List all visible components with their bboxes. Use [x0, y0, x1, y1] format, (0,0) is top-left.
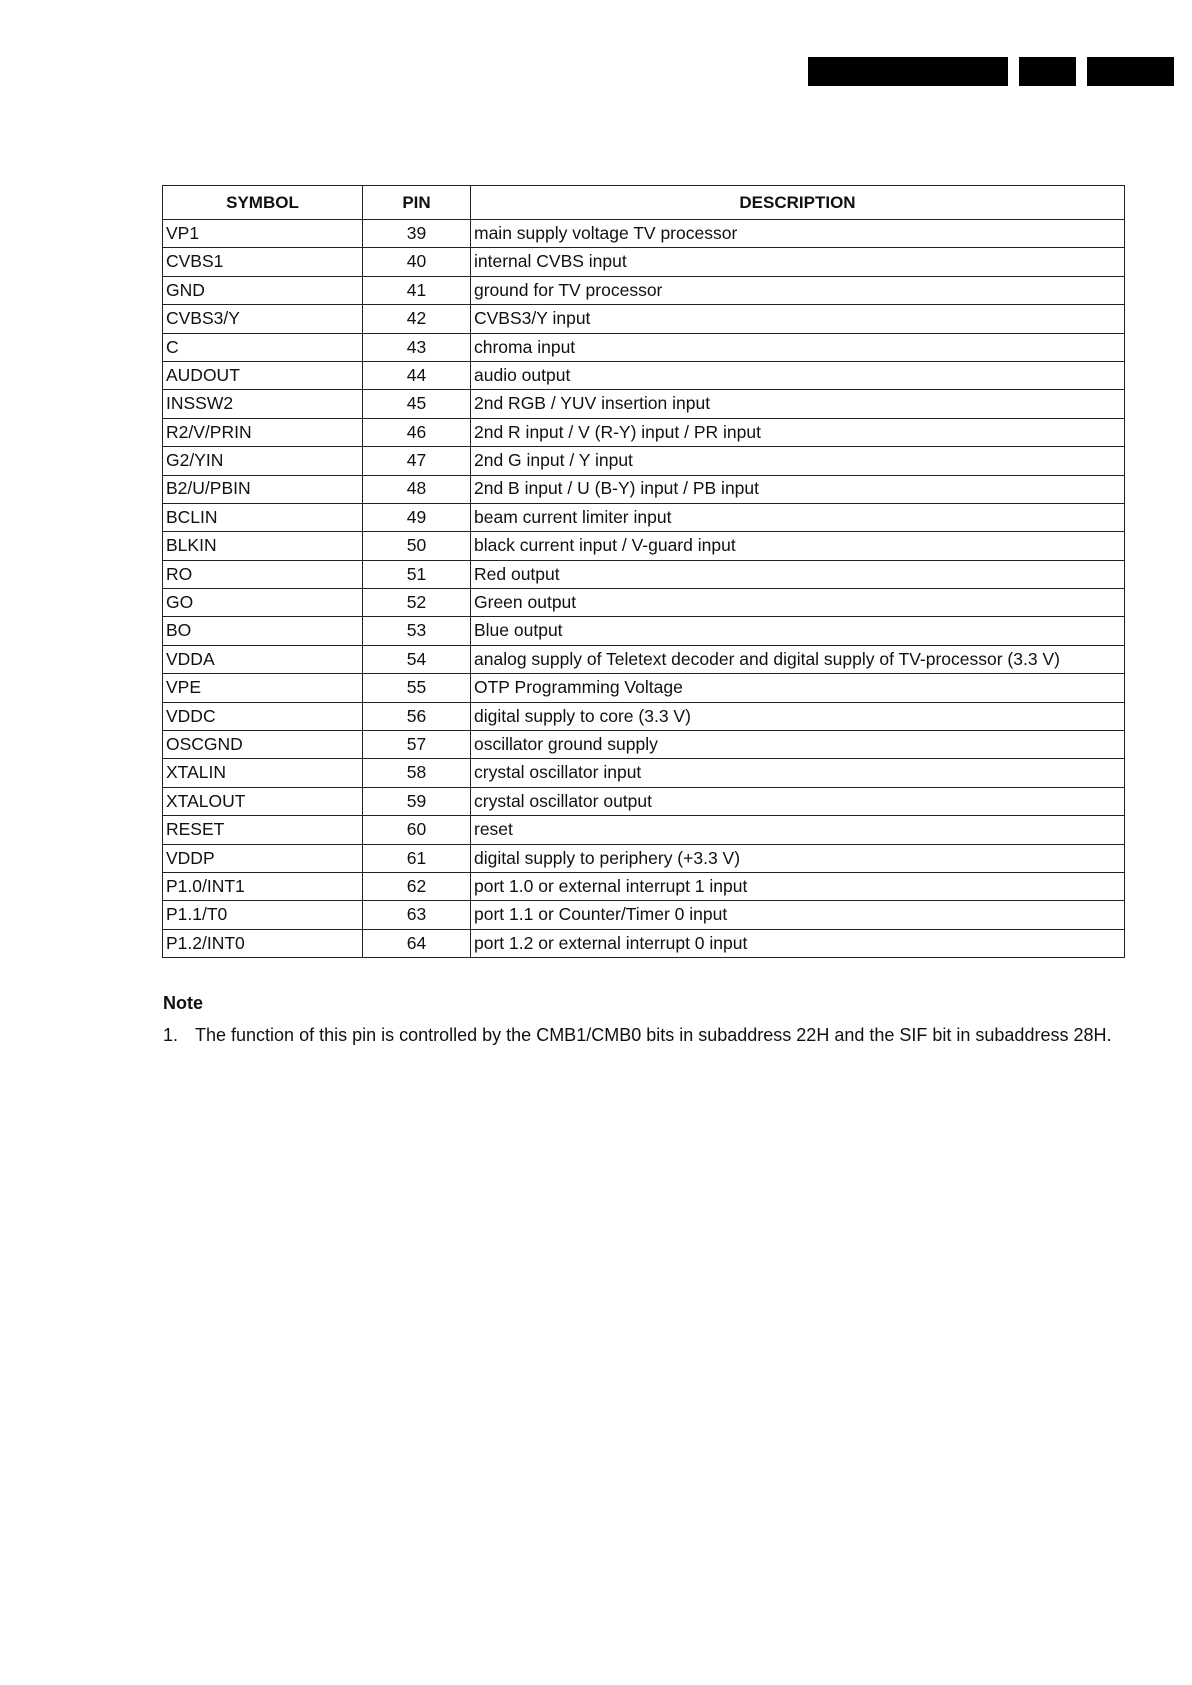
symbol-cell: VDDC — [163, 702, 363, 730]
pin-cell: 53 — [363, 617, 471, 645]
symbol-cell: P1.0/INT1 — [163, 872, 363, 900]
symbol-cell: P1.2/INT0 — [163, 929, 363, 957]
symbol-cell: RESET — [163, 816, 363, 844]
pin-cell: 64 — [363, 929, 471, 957]
table-row — [163, 475, 1125, 503]
table-row — [163, 617, 1125, 645]
pin-cell: 40 — [363, 248, 471, 276]
pin-cell: 49 — [363, 503, 471, 531]
pin-table — [162, 185, 1125, 958]
pin-cell: 56 — [363, 702, 471, 730]
symbol-cell: XTALIN — [163, 759, 363, 787]
pin-cell: 50 — [363, 532, 471, 560]
symbol-cell: C — [163, 333, 363, 361]
column-header-pin: PIN — [363, 186, 471, 220]
description-cell: Blue output — [471, 617, 1125, 645]
symbol-cell: VDDA — [163, 645, 363, 673]
pin-cell: 39 — [363, 220, 471, 248]
pin-cell: 41 — [363, 276, 471, 304]
pin-cell: 58 — [363, 759, 471, 787]
table-row — [163, 503, 1125, 531]
pin-cell: 51 — [363, 560, 471, 588]
pin-cell: 42 — [363, 305, 471, 333]
symbol-cell: VPE — [163, 674, 363, 702]
symbol-cell: BLKIN — [163, 532, 363, 560]
symbol-cell: VP1 — [163, 220, 363, 248]
note-title: Note — [163, 993, 203, 1013]
pin-cell: 63 — [363, 901, 471, 929]
table-row — [163, 674, 1125, 702]
table-row — [163, 532, 1125, 560]
table-row — [163, 333, 1125, 361]
description-cell: digital supply to periphery (+3.3 V) — [471, 844, 1125, 872]
pin-cell: 46 — [363, 418, 471, 446]
description-cell: black current input / V-guard input — [471, 532, 1125, 560]
table-row — [163, 248, 1125, 276]
symbol-cell: P1.1/T0 — [163, 901, 363, 929]
description-cell: port 1.2 or external interrupt 0 input — [471, 929, 1125, 957]
column-header-symbol: SYMBOL — [163, 186, 363, 220]
description-cell: Green output — [471, 589, 1125, 617]
table-row — [163, 645, 1125, 673]
symbol-cell: GND — [163, 276, 363, 304]
pin-cell: 52 — [363, 589, 471, 617]
pin-cell: 45 — [363, 390, 471, 418]
pin-cell: 59 — [363, 787, 471, 815]
description-cell: chroma input — [471, 333, 1125, 361]
description-cell: 2nd G input / Y input — [471, 447, 1125, 475]
symbol-cell: GO — [163, 589, 363, 617]
pin-cell: 57 — [363, 731, 471, 759]
symbol-cell: VDDP — [163, 844, 363, 872]
symbol-cell: G2/YIN — [163, 447, 363, 475]
description-cell: 2nd B input / U (B-Y) input / PB input — [471, 475, 1125, 503]
pin-cell: 55 — [363, 674, 471, 702]
description-cell: audio output — [471, 361, 1125, 389]
table-row — [163, 759, 1125, 787]
note-item — [163, 1025, 1111, 1046]
header-bar-block — [1087, 57, 1174, 86]
table-row — [163, 305, 1125, 333]
pin-cell: 60 — [363, 816, 471, 844]
table-row — [163, 844, 1125, 872]
symbol-cell: XTALOUT — [163, 787, 363, 815]
pin-cell: 44 — [363, 361, 471, 389]
note-text: The function of this pin is controlled by the CMB1/CMB0 bits in subaddress 22H and the SIF bit in subaddress 28H. — [195, 1025, 1112, 1045]
description-cell: analog supply of Teletext decoder and digital supply of TV-processor (3.3 V) — [471, 645, 1125, 673]
table-row — [163, 418, 1125, 446]
description-cell: Red output — [471, 560, 1125, 588]
description-cell: port 1.0 or external interrupt 1 input — [471, 872, 1125, 900]
pin-cell: 47 — [363, 447, 471, 475]
description-cell: OTP Programming Voltage — [471, 674, 1125, 702]
table-row — [163, 872, 1125, 900]
table-row — [163, 787, 1125, 815]
description-cell: ground for TV processor — [471, 276, 1125, 304]
description-cell: oscillator ground supply — [471, 731, 1125, 759]
symbol-cell: INSSW2 — [163, 390, 363, 418]
table-row — [163, 731, 1125, 759]
description-cell: beam current limiter input — [471, 503, 1125, 531]
pin-cell: 61 — [363, 844, 471, 872]
symbol-cell: CVBS3/Y — [163, 305, 363, 333]
description-cell: port 1.1 or Counter/Timer 0 input — [471, 901, 1125, 929]
header-bar-block — [808, 57, 1008, 86]
table-row — [163, 361, 1125, 389]
table-row — [163, 702, 1125, 730]
description-cell: crystal oscillator output — [471, 787, 1125, 815]
description-cell: main supply voltage TV processor — [471, 220, 1125, 248]
note-number: 1. — [163, 1025, 179, 1045]
description-cell: 2nd RGB / YUV insertion input — [471, 390, 1125, 418]
description-cell: 2nd R input / V (R-Y) input / PR input — [471, 418, 1125, 446]
symbol-cell: OSCGND — [163, 731, 363, 759]
header-bar-block — [1019, 57, 1076, 86]
table-row — [163, 901, 1125, 929]
table-row — [163, 220, 1125, 248]
symbol-cell: CVBS1 — [163, 248, 363, 276]
symbol-cell: RO — [163, 560, 363, 588]
table-row — [163, 560, 1125, 588]
table-row — [163, 447, 1125, 475]
description-cell: internal CVBS input — [471, 248, 1125, 276]
pin-cell: 48 — [363, 475, 471, 503]
table-row — [163, 816, 1125, 844]
column-header-description: DESCRIPTION — [471, 186, 1125, 220]
symbol-cell: BCLIN — [163, 503, 363, 531]
table-row — [163, 929, 1125, 957]
symbol-cell: BO — [163, 617, 363, 645]
pin-cell: 54 — [363, 645, 471, 673]
description-cell: CVBS3/Y input — [471, 305, 1125, 333]
description-cell: reset — [471, 816, 1125, 844]
table-row — [163, 390, 1125, 418]
description-cell: crystal oscillator input — [471, 759, 1125, 787]
symbol-cell: AUDOUT — [163, 361, 363, 389]
description-cell: digital supply to core (3.3 V) — [471, 702, 1125, 730]
table-header-row — [163, 186, 1125, 220]
pin-cell: 43 — [363, 333, 471, 361]
table-row — [163, 589, 1125, 617]
pin-cell: 62 — [363, 872, 471, 900]
symbol-cell: B2/U/PBIN — [163, 475, 363, 503]
symbol-cell: R2/V/PRIN — [163, 418, 363, 446]
table-row — [163, 276, 1125, 304]
